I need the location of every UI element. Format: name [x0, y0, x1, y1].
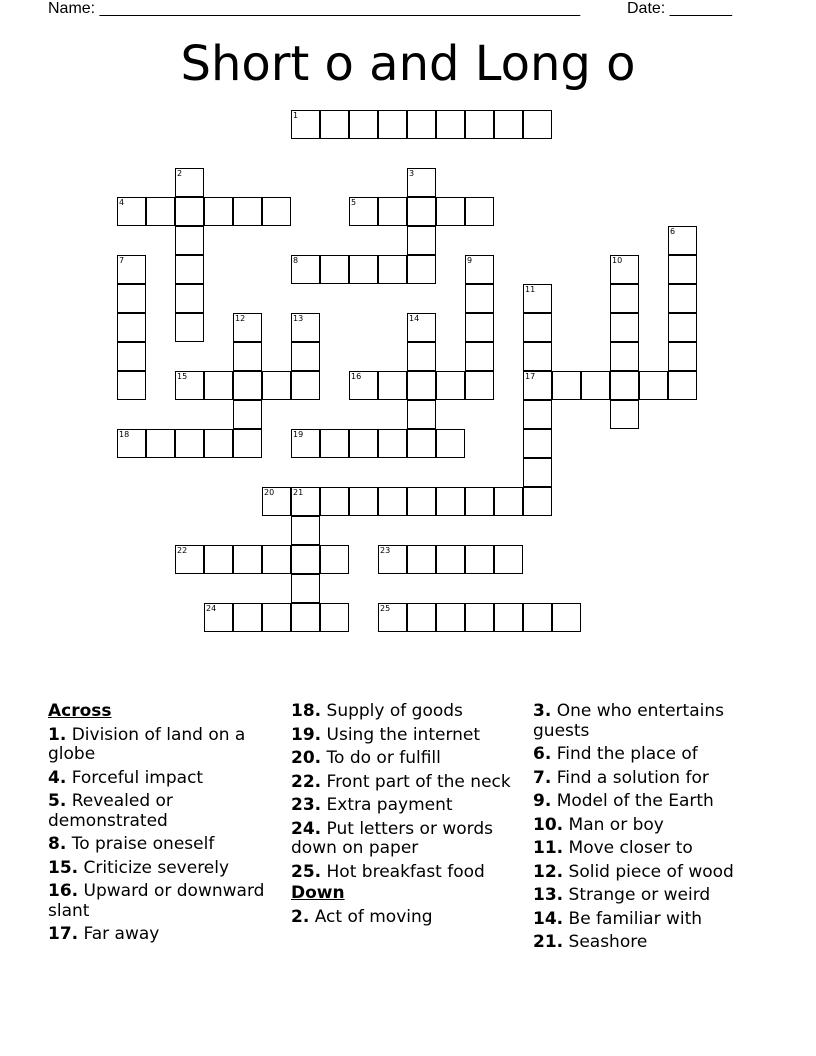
clue-text: Move closer to	[563, 838, 693, 858]
clue-item	[533, 816, 765, 836]
grid-cell[interactable]	[407, 342, 436, 371]
clue-number: 7.	[533, 767, 552, 788]
grid-cell[interactable]	[117, 429, 146, 458]
clue-number: 25.	[291, 861, 322, 882]
clue-number: 24.	[291, 818, 322, 839]
clue-number: 23.	[291, 795, 322, 815]
grid-cell[interactable]	[117, 284, 146, 313]
grid-cell[interactable]	[407, 255, 436, 284]
clues-column-1	[48, 702, 280, 949]
grid-cell[interactable]	[465, 545, 494, 574]
grid-cell[interactable]	[204, 429, 233, 458]
grid-cell[interactable]	[262, 603, 291, 632]
grid-cell[interactable]	[668, 284, 697, 313]
grid-cell[interactable]	[291, 255, 320, 284]
clue-number: 10.	[533, 814, 564, 835]
clue-text: To do or fulfill	[321, 748, 441, 768]
clue-item	[48, 726, 280, 765]
grid-cell[interactable]	[175, 545, 204, 574]
grid-cell[interactable]	[610, 313, 639, 342]
cell-number: 14	[409, 314, 420, 323]
grid-cell[interactable]	[610, 284, 639, 313]
grid-cell[interactable]	[552, 371, 581, 400]
grid-cell[interactable]	[233, 400, 262, 429]
clue-text: Extra payment	[321, 795, 453, 815]
grid-cell[interactable]	[523, 458, 552, 487]
clue-item	[533, 910, 765, 930]
grid-cell[interactable]	[320, 545, 349, 574]
grid-cell[interactable]	[175, 429, 204, 458]
clue-item	[48, 882, 280, 921]
grid-cell[interactable]	[523, 284, 552, 313]
grid-cell[interactable]	[465, 313, 494, 342]
grid-cell[interactable]	[291, 545, 320, 574]
date-field: Date: _______	[627, 0, 732, 17]
grid-cell[interactable]	[378, 255, 407, 284]
grid-cell[interactable]	[262, 197, 291, 226]
grid-cell[interactable]	[262, 371, 291, 400]
grid-cell[interactable]	[378, 371, 407, 400]
grid-cell[interactable]	[436, 110, 465, 139]
grid-cell[interactable]	[175, 197, 204, 226]
grid-cell[interactable]	[291, 429, 320, 458]
clue-text: Supply of goods	[321, 701, 463, 721]
clue-text: One who entertains guests	[533, 701, 724, 741]
clue-number: 21.	[533, 932, 564, 952]
grid-cell[interactable]	[117, 313, 146, 342]
cell-number: 4	[119, 198, 125, 207]
clue-text: Solid piece of wood	[563, 861, 734, 882]
grid-cell[interactable]	[668, 226, 697, 255]
grid-cell[interactable]	[465, 603, 494, 632]
clue-item	[291, 820, 523, 859]
grid-cell[interactable]	[349, 487, 378, 516]
grid-cell[interactable]	[668, 313, 697, 342]
grid-cell[interactable]	[175, 168, 204, 197]
clue-number: 9.	[533, 791, 552, 811]
grid-cell[interactable]	[523, 342, 552, 371]
grid-cell[interactable]	[146, 429, 175, 458]
clue-text: Seashore	[563, 932, 648, 952]
clue-number: 17.	[48, 924, 79, 944]
grid-cell[interactable]	[320, 487, 349, 516]
across-heading: Across	[48, 701, 112, 721]
grid-cell[interactable]	[117, 255, 146, 284]
grid-cell[interactable]	[610, 255, 639, 284]
grid-cell[interactable]	[668, 255, 697, 284]
grid-cell[interactable]	[407, 429, 436, 458]
grid-cell[interactable]	[523, 313, 552, 342]
grid-cell[interactable]	[175, 284, 204, 313]
grid-cell[interactable]	[291, 371, 320, 400]
grid-cell[interactable]	[407, 313, 436, 342]
grid-cell[interactable]	[204, 545, 233, 574]
clue-text: Forceful impact	[66, 767, 204, 788]
clue-number: 5.	[48, 791, 67, 811]
grid-cell[interactable]	[291, 342, 320, 371]
grid-cell[interactable]	[436, 545, 465, 574]
cell-number: 22	[177, 546, 188, 555]
clue-text: Front part of the neck	[321, 771, 511, 792]
grid-cell[interactable]	[175, 226, 204, 255]
clue-item	[291, 863, 523, 883]
clue-item	[291, 773, 523, 793]
clue-item	[291, 796, 523, 816]
clue-number: 16.	[48, 881, 79, 901]
clue-number: 20.	[291, 748, 322, 768]
clue-item	[533, 745, 765, 765]
grid-cell[interactable]	[494, 487, 523, 516]
grid-cell[interactable]	[117, 342, 146, 371]
grid-cell[interactable]	[436, 429, 465, 458]
grid-cell[interactable]	[639, 371, 668, 400]
clue-item	[48, 792, 280, 831]
grid-cell[interactable]	[233, 197, 262, 226]
cell-number: 24	[206, 604, 217, 613]
grid-cell[interactable]	[552, 603, 581, 632]
grid-cell[interactable]	[233, 371, 262, 400]
cell-number: 11	[525, 285, 536, 294]
grid-cell[interactable]	[494, 110, 523, 139]
cell-number: 21	[293, 488, 304, 497]
grid-cell[interactable]	[668, 371, 697, 400]
clue-number: 6.	[533, 744, 552, 764]
clue-text: Hot breakfast food	[321, 861, 485, 882]
clue-item	[533, 933, 765, 953]
clue-text: Act of moving	[309, 906, 433, 927]
cell-number: 19	[293, 430, 304, 439]
puzzle-title: Short o and Long o	[180, 36, 636, 92]
grid-cell[interactable]	[407, 400, 436, 429]
cell-number: 6	[670, 227, 676, 236]
clue-text: Find a solution for	[551, 767, 709, 788]
grid-cell[interactable]	[494, 603, 523, 632]
grid-cell[interactable]	[465, 342, 494, 371]
clue-text: Be familiar with	[563, 908, 703, 929]
grid-cell[interactable]	[233, 313, 262, 342]
clue-number: 11.	[533, 838, 564, 858]
grid-cell[interactable]	[523, 487, 552, 516]
grid-cell[interactable]	[436, 603, 465, 632]
grid-cell[interactable]	[523, 110, 552, 139]
grid-cell[interactable]	[175, 371, 204, 400]
grid-cell[interactable]	[436, 487, 465, 516]
grid-cell[interactable]	[320, 603, 349, 632]
grid-cell[interactable]	[204, 197, 233, 226]
grid-cell[interactable]	[349, 197, 378, 226]
grid-cell[interactable]	[204, 603, 233, 632]
clue-text: Far away	[78, 924, 160, 944]
cell-number: 25	[380, 604, 391, 613]
grid-cell[interactable]	[465, 371, 494, 400]
grid-cell[interactable]	[291, 110, 320, 139]
grid-cell[interactable]	[494, 545, 523, 574]
grid-cell[interactable]	[349, 110, 378, 139]
clue-number: 15.	[48, 857, 79, 878]
clue-text: Find the place of	[551, 744, 698, 764]
cell-number: 16	[351, 372, 362, 381]
grid-cell[interactable]	[465, 487, 494, 516]
grid-cell[interactable]	[378, 429, 407, 458]
grid-cell[interactable]	[349, 371, 378, 400]
grid-cell[interactable]	[436, 371, 465, 400]
grid-cell[interactable]	[320, 255, 349, 284]
clue-text: To praise oneself	[66, 834, 215, 854]
grid-cell[interactable]	[204, 371, 233, 400]
clue-number: 2.	[291, 906, 310, 927]
clue-item	[291, 749, 523, 769]
grid-cell[interactable]	[378, 487, 407, 516]
clue-number: 8.	[48, 834, 67, 854]
grid-cell[interactable]	[610, 400, 639, 429]
grid-cell[interactable]	[407, 545, 436, 574]
down-heading: Down	[291, 883, 345, 903]
cell-number: 10	[612, 256, 623, 265]
grid-cell[interactable]	[233, 603, 262, 632]
cell-number: 12	[235, 314, 246, 323]
cell-number: 17	[525, 372, 536, 381]
grid-cell[interactable]	[523, 603, 552, 632]
cell-number: 5	[351, 198, 357, 207]
grid-cell[interactable]	[465, 110, 494, 139]
grid-cell[interactable]	[407, 487, 436, 516]
cell-number: 9	[467, 256, 473, 265]
grid-cell[interactable]	[610, 371, 639, 400]
grid-cell[interactable]	[407, 197, 436, 226]
clue-text: Division of land on a globe	[48, 724, 246, 764]
grid-cell[interactable]	[233, 545, 262, 574]
grid-cell[interactable]	[117, 371, 146, 400]
clue-number: 14.	[533, 908, 564, 929]
grid-cell[interactable]	[233, 342, 262, 371]
cell-number: 23	[380, 546, 391, 555]
grid-cell[interactable]	[378, 110, 407, 139]
grid-cell[interactable]	[378, 545, 407, 574]
clues-column-2	[291, 702, 523, 931]
cell-number: 2	[177, 169, 183, 178]
clue-number: 4.	[48, 767, 67, 788]
clue-item	[533, 863, 765, 883]
clue-number: 12.	[533, 861, 564, 882]
cell-number: 8	[293, 256, 299, 265]
clue-number: 19.	[291, 724, 322, 745]
grid-cell[interactable]	[407, 371, 436, 400]
clue-item	[48, 769, 280, 789]
clue-text: Put letters or words down on paper	[291, 818, 493, 858]
grid-cell[interactable]	[146, 197, 175, 226]
cell-number: 20	[264, 488, 275, 497]
grid-cell[interactable]	[465, 284, 494, 313]
name-field: Name: ______________________________________________________	[48, 0, 581, 17]
clue-item	[48, 859, 280, 879]
grid-cell[interactable]	[523, 400, 552, 429]
grid-cell[interactable]	[291, 313, 320, 342]
grid-cell[interactable]	[407, 110, 436, 139]
clue-number: 22.	[291, 771, 322, 792]
clue-number: 18.	[291, 701, 322, 721]
clue-text: Strange or weird	[563, 885, 711, 905]
clue-item	[533, 702, 765, 741]
grid-cell[interactable]	[378, 603, 407, 632]
grid-cell[interactable]	[523, 429, 552, 458]
grid-cell[interactable]	[465, 197, 494, 226]
cell-number: 15	[177, 372, 188, 381]
grid-cell[interactable]	[407, 168, 436, 197]
grid-cell[interactable]	[291, 574, 320, 603]
grid-cell[interactable]	[668, 342, 697, 371]
grid-cell[interactable]	[407, 603, 436, 632]
grid-cell[interactable]	[378, 197, 407, 226]
grid-cell[interactable]	[262, 487, 291, 516]
clue-number: 3.	[533, 701, 552, 721]
clue-number: 13.	[533, 885, 564, 905]
clue-item	[533, 886, 765, 906]
clue-item	[291, 702, 523, 722]
grid-cell[interactable]	[581, 371, 610, 400]
cell-number: 18	[119, 430, 130, 439]
grid-cell[interactable]	[407, 226, 436, 255]
cell-number: 7	[119, 256, 125, 265]
clue-item	[533, 792, 765, 812]
grid-cell[interactable]	[291, 487, 320, 516]
clue-number: 1.	[48, 724, 67, 745]
grid-cell[interactable]	[610, 342, 639, 371]
grid-cell[interactable]	[320, 110, 349, 139]
clue-item	[291, 908, 523, 928]
grid-cell[interactable]	[291, 516, 320, 545]
clue-item	[48, 925, 280, 945]
cell-number: 3	[409, 169, 415, 178]
clue-text: Using the internet	[321, 724, 481, 745]
grid-cell[interactable]	[320, 429, 349, 458]
clue-item	[533, 839, 765, 859]
grid-cell[interactable]	[465, 255, 494, 284]
clue-text: Criticize severely	[78, 857, 230, 878]
clue-text: Revealed or demonstrated	[48, 791, 173, 831]
clue-item	[291, 726, 523, 746]
grid-cell[interactable]	[523, 371, 552, 400]
grid-cell[interactable]	[291, 603, 320, 632]
clue-text: Man or boy	[563, 814, 664, 835]
grid-cell[interactable]	[436, 197, 465, 226]
grid-cell[interactable]	[233, 429, 262, 458]
clue-item	[48, 835, 280, 855]
cell-number: 13	[293, 314, 304, 323]
clue-item	[533, 769, 765, 789]
grid-cell[interactable]	[349, 255, 378, 284]
grid-cell[interactable]	[117, 197, 146, 226]
clue-text: Upward or downward slant	[48, 881, 265, 921]
grid-cell[interactable]	[175, 255, 204, 284]
grid-cell[interactable]	[349, 429, 378, 458]
grid-cell[interactable]	[175, 313, 204, 342]
clues-column-3	[533, 702, 765, 957]
cell-number: 1	[293, 111, 299, 120]
grid-cell[interactable]	[262, 545, 291, 574]
clue-text: Model of the Earth	[551, 791, 714, 811]
